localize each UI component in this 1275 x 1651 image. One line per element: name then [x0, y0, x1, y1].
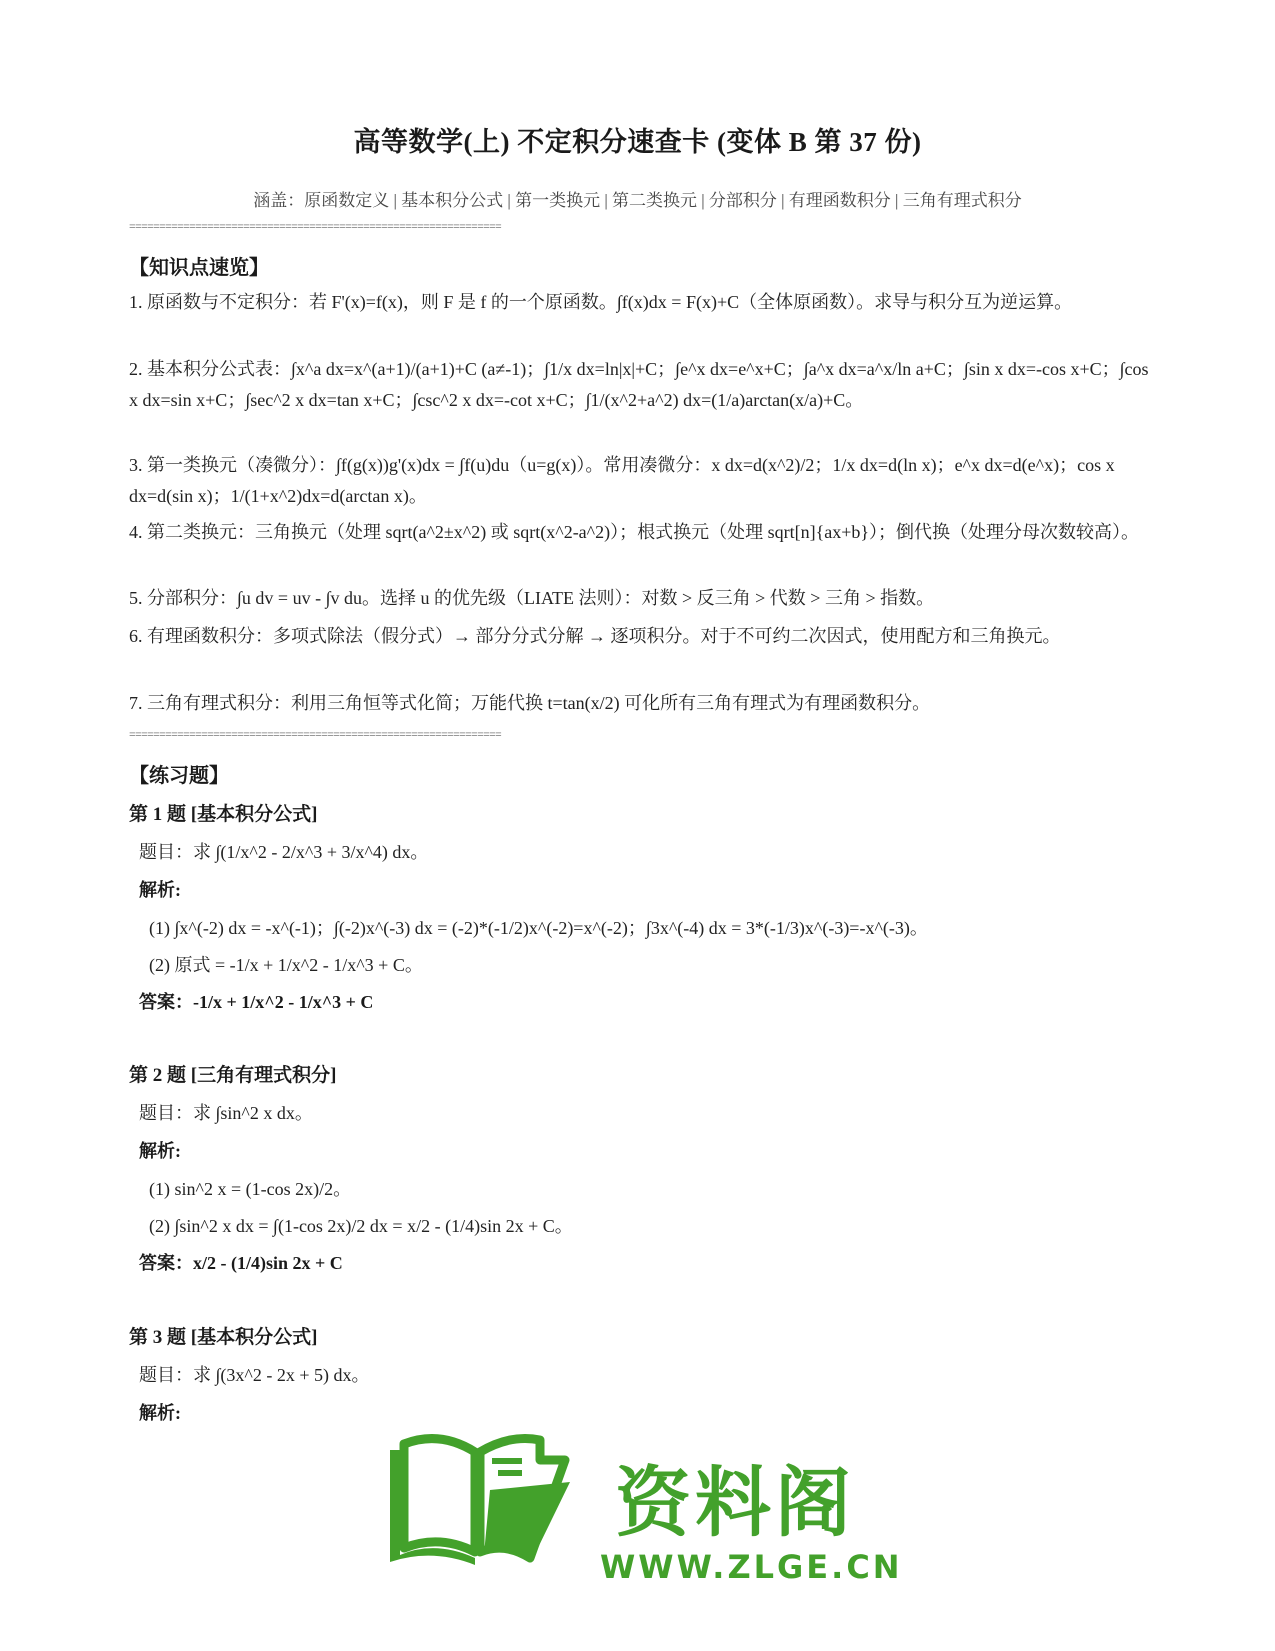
problem-2-answer: 答案：x/2 - (1/4)sin 2x + C — [139, 1253, 343, 1273]
problem-1-title: 第 1 题 [基本积分公式] — [129, 804, 318, 825]
exercises-heading: 【练习题】 — [129, 765, 229, 787]
knowledge-item-5: 5. 分部积分：∫u dv = uv - ∫v du。选择 u 的优先级（LIATE 法则）：对数 > 反三角 > 代数 > 三角 > 指数。 — [129, 588, 935, 608]
problem-3-question: 题目：求 ∫(3x^2 - 2x + 5) dx。 — [139, 1365, 370, 1385]
divider-top: ============================================================== — [129, 222, 502, 234]
problem-1-question: 题目：求 ∫(1/x^2 - 2/x^3 + 3/x^4) dx。 — [139, 842, 429, 862]
problem-1-answer: 答案：-1/x + 1/x^2 - 1/x^3 + C — [139, 992, 374, 1012]
watermark-logo — [400, 1440, 903, 1610]
page-title: 高等数学(上) 不定积分速查卡 (变体 B 第 37 份) — [353, 127, 922, 157]
problem-1-step-1: (1) ∫x^(-2) dx = -x^(-1)；∫(-2)x^(-3) dx = (-2)*(-1/2)x^(-2)=x^(-2)；∫3x^(-4) dx = 3*(-1/3)x^(-3)=-x^(-3)。 — [149, 918, 928, 938]
problem-2-analysis-label: 解析: — [139, 1141, 181, 1161]
problem-2-step-1: (1) sin^2 x = (1-cos 2x)/2。 — [149, 1179, 352, 1199]
knowledge-item-2: 2. 基本积分公式表：∫x^a dx=x^(a+1)/(a+1)+C (a≠-1)；∫1/x dx=ln|x|+C；∫e^x dx=e^x+C；∫a^x dx=a^x/ln a+C；∫sin x dx=-cos x+C；∫cos x dx=sin x+C；∫sec^2 x dx=tan x+C；∫csc^2 x dx=-cot x+C；∫1/(x^2+a^2) dx=(1/a)arctan(x/a)+C。 — [129, 359, 1149, 410]
watermark-url: WWW.ZLGE.CN — [600, 1548, 903, 1586]
problem-3-analysis-label: 解析: — [139, 1403, 181, 1423]
problem-2-question: 题目：求 ∫sin^2 x dx。 — [139, 1103, 313, 1123]
watermark-name: 资料阁 — [615, 1458, 855, 1547]
knowledge-item-4: 4. 第二类换元：三角换元（处理 sqrt(a^2±x^2) 或 sqrt(x^2-a^2)）；根式换元（处理 sqrt[n]{ax+b}）；倒代换（处理分母次数较高）。 — [129, 522, 1140, 542]
problem-1-step-2: (2) 原式 = -1/x + 1/x^2 - 1/x^3 + C。 — [149, 955, 423, 975]
problem-2-title: 第 2 题 [三角有理式积分] — [129, 1065, 337, 1086]
knowledge-item-7: 7. 三角有理式积分：利用三角恒等式化简；万能代换 t=tan(x/2) 可化所有三角有理式为有理函数积分。 — [129, 693, 931, 713]
problem-3-title: 第 3 题 [基本积分公式] — [129, 1327, 318, 1348]
open-book-folder-icon — [380, 1430, 580, 1570]
knowledge-item-6: 6. 有理函数积分：多项式除法（假分式）→ 部分分式分解 → 逐项积分。对于不可约二次因式，使用配方和三角换元。 — [129, 626, 1061, 646]
problem-1-analysis-label: 解析: — [139, 880, 181, 900]
problem-2-step-2: (2) ∫sin^2 x dx = ∫(1-cos 2x)/2 dx = x/2 - (1/4)sin 2x + C。 — [149, 1216, 573, 1236]
page-subtitle: 涵盖：原函数定义 | 基本积分公式 | 第一类换元 | 第二类换元 | 分部积分 | 有理函数积分 | 三角有理式积分 — [253, 191, 1022, 210]
knowledge-item-3: 3. 第一类换元（凑微分）：∫f(g(x))g'(x)dx = ∫f(u)du（u=g(x)）。常用凑微分：x dx=d(x^2)/2；1/x dx=d(ln x)；e^x dx=d(e^x)；cos x dx=d(sin x)；1/(1+x^2)dx=d(arctan x)。 — [129, 455, 1115, 506]
knowledge-heading: 【知识点速览】 — [129, 257, 269, 279]
knowledge-item-1: 1. 原函数与不定积分：若 F'(x)=f(x)，则 F 是 f 的一个原函数。∫f(x)dx = F(x)+C（全体原函数）。求导与积分互为逆运算。 — [129, 292, 1073, 312]
divider-middle: ============================================================== — [129, 730, 502, 742]
